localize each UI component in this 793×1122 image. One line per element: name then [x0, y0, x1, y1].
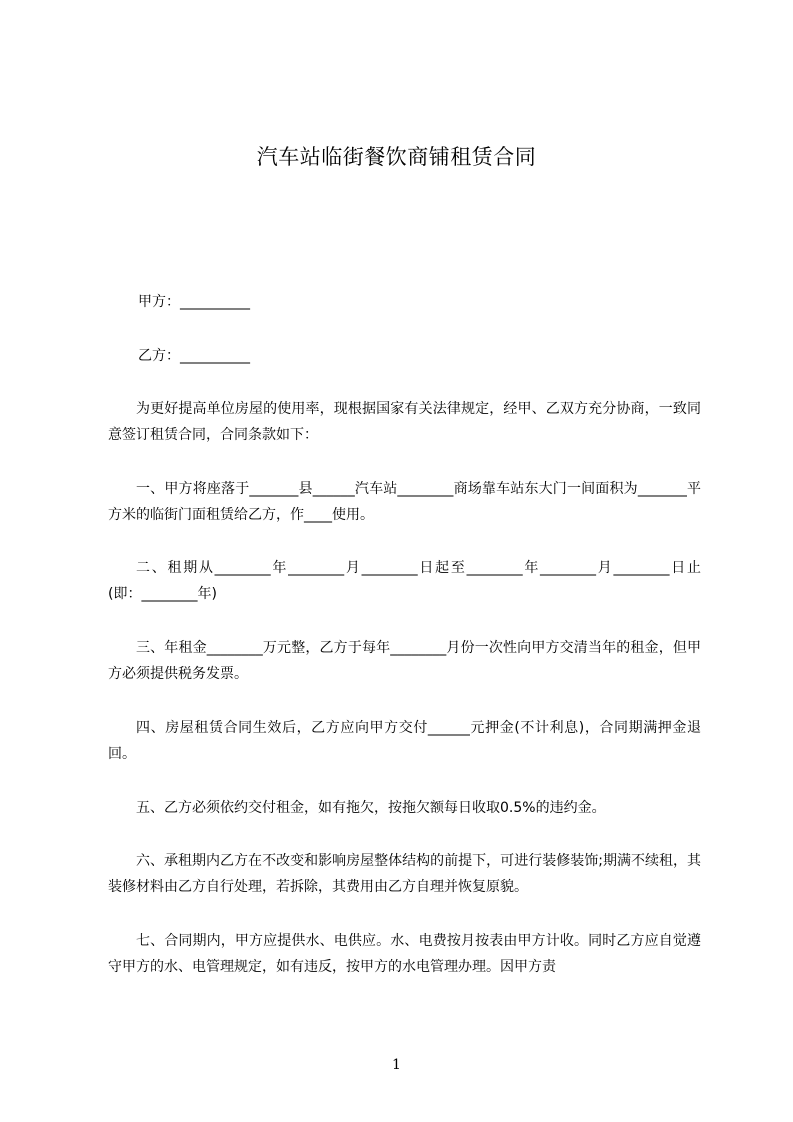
clause-3: 三、年租金________万元整，乙方于每年________月份一次性向甲方交清当年的租金，但甲方必须提供税务发票。 [108, 640, 701, 682]
document-title: 汽车站临街餐饮商铺租赁合同 [256, 145, 537, 169]
clause-2: 二、租期从________年________月________日起至________年________月________日止(即：________年) [108, 560, 701, 602]
intro-paragraph: 为更好提高单位房屋的使用率，现根据国家有关法律规定，经甲、乙双方充分协商，一致同意签订租赁合同，合同条款如下： [108, 401, 701, 443]
party-a-line: 甲方：__________ [138, 294, 250, 310]
clause-7: 七、合同期内，甲方应提供水、电供应。水、电费按月按表由甲方计收。同时乙方应自觉遵守甲方的水、电管理规定，如有违反，按甲方的水电管理办理。因甲方责 [108, 933, 701, 975]
clause-5: 五、乙方必须依约交付租金，如有拖欠，按拖欠额每日收取0.5%的违约金。 [136, 800, 606, 816]
party-b-line: 乙方：__________ [138, 348, 250, 364]
clause-1: 一、甲方将座落于_______县______汽车站________商场靠车站东大门一间面积为_______平方米的临街门面租赁给乙方，作____使用。 [108, 481, 701, 523]
clause-6: 六、承租期内乙方在不改变和影响房屋整体结构的前提下，可进行装修装饰;期满不续租，其装修材料由乙方自行处理，若拆除，其费用由乙方自理并恢复原貌。 [108, 853, 701, 895]
clause-4: 四、房屋租赁合同生效后，乙方应向甲方交付______元押金(不计利息)，合同期满押金退回。 [108, 720, 701, 762]
page-number: 1 [392, 1057, 401, 1073]
